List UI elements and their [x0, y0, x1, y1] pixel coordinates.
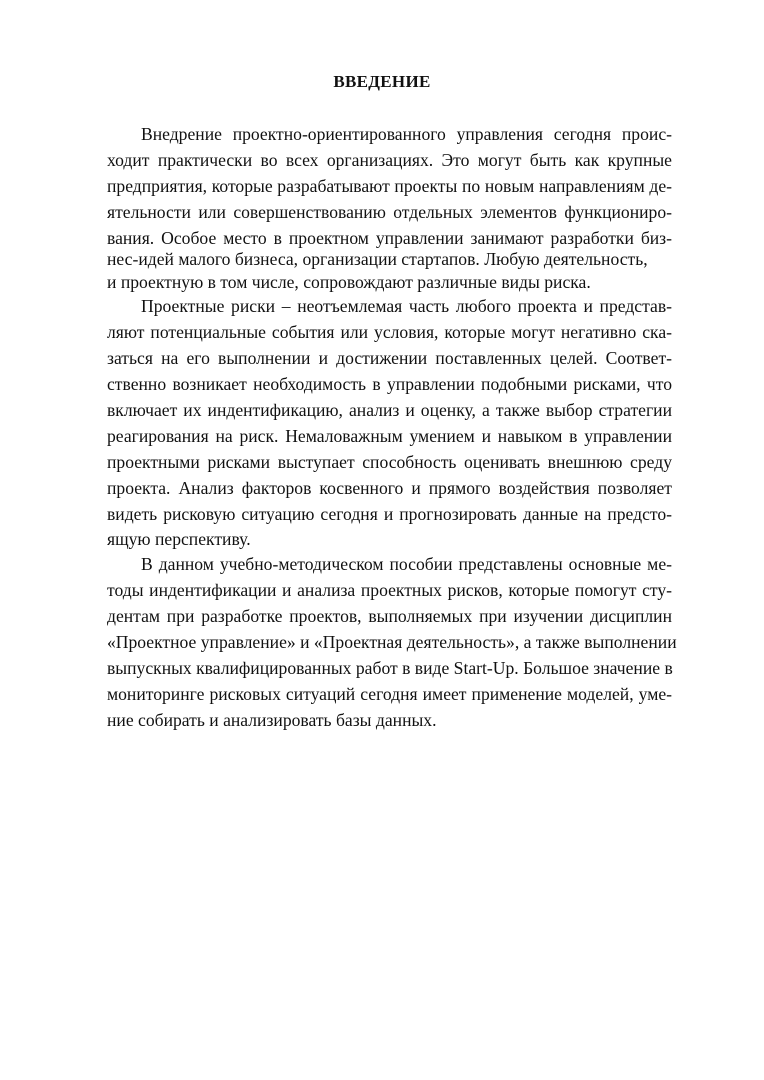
paragraph-1-line-2: ходит практически во всех организациях. Это могут быть как крупные — [107, 150, 672, 170]
paragraph-3-line-2: тоды индентификации и анализа проектных рисков, которые помогут сту- — [107, 580, 672, 600]
paragraph-3-line-1: В данном учебно-методическом пособии представлены основные ме- — [141, 554, 672, 574]
paragraph-3-line-4: «Проектное управление» и «Проектная деятельность», а также выполнении — [107, 632, 677, 652]
paragraph-1-line-6: нес-идей малого бизнеса, организации стартапов. Любую деятельность, — [107, 249, 648, 269]
paragraph-2-line-7: проектными рисками выступает способность оценивать внешнюю среду — [107, 452, 672, 472]
paragraph-2-line-5: включает их индентификацию, анализ и оценку, а также выбор стратегии — [107, 400, 672, 420]
paragraph-2-line-9: видеть рисковую ситуацию сегодня и прогнозировать данные на предсто- — [107, 504, 672, 524]
section-heading: ВВЕДЕНИЕ — [333, 72, 431, 91]
paragraph-1-line-1: Внедрение проектно-ориентированного управления сегодня проис- — [141, 124, 672, 144]
paragraph-2-line-6: реагирования на риск. Немаловажным умением и навыком в управлении — [107, 426, 672, 446]
paragraph-2-line-3: заться на его выполнении и достижении поставленных целей. Соответ- — [107, 348, 672, 368]
paragraph-3-line-6: мониторинге рисковых ситуаций сегодня имеет применение моделей, уме- — [107, 684, 672, 704]
paragraph-2-line-1: Проектные риски – неотъемлемая часть любого проекта и представ- — [141, 296, 672, 316]
paragraph-1-line-7: и проектную в том числе, сопровождают различные виды риска. — [107, 272, 591, 292]
paragraph-2-line-10: ящую перспективу. — [107, 529, 251, 549]
paragraph-1-line-3: предприятия, которые разрабатывают проекты по новым направлениям де- — [107, 176, 672, 196]
paragraph-2-line-8: проекта. Анализ факторов косвенного и прямого воздействия позволяет — [107, 478, 672, 498]
paragraph-3-line-5: выпускных квалифицированных работ в виде Start-Up. Большое значение в — [107, 658, 673, 678]
paragraph-1-line-4: ятельности или совершенствованию отдельных элементов функциониро- — [107, 202, 672, 222]
paragraph-2-line-2: ляют потенциальные события или условия, которые могут негативно ска- — [107, 322, 672, 342]
paragraph-3-line-3: дентам при разработке проектов, выполняемых при изучении дисциплин — [107, 606, 672, 626]
paragraph-1-line-5: вания. Особое место в проектном управлении занимают разработки биз- — [107, 228, 672, 248]
paragraph-3-line-7: ние собирать и анализировать базы данных. — [107, 710, 437, 730]
paragraph-2-line-4: ственно возникает необходимость в управлении подобными рисками, что — [107, 374, 672, 394]
